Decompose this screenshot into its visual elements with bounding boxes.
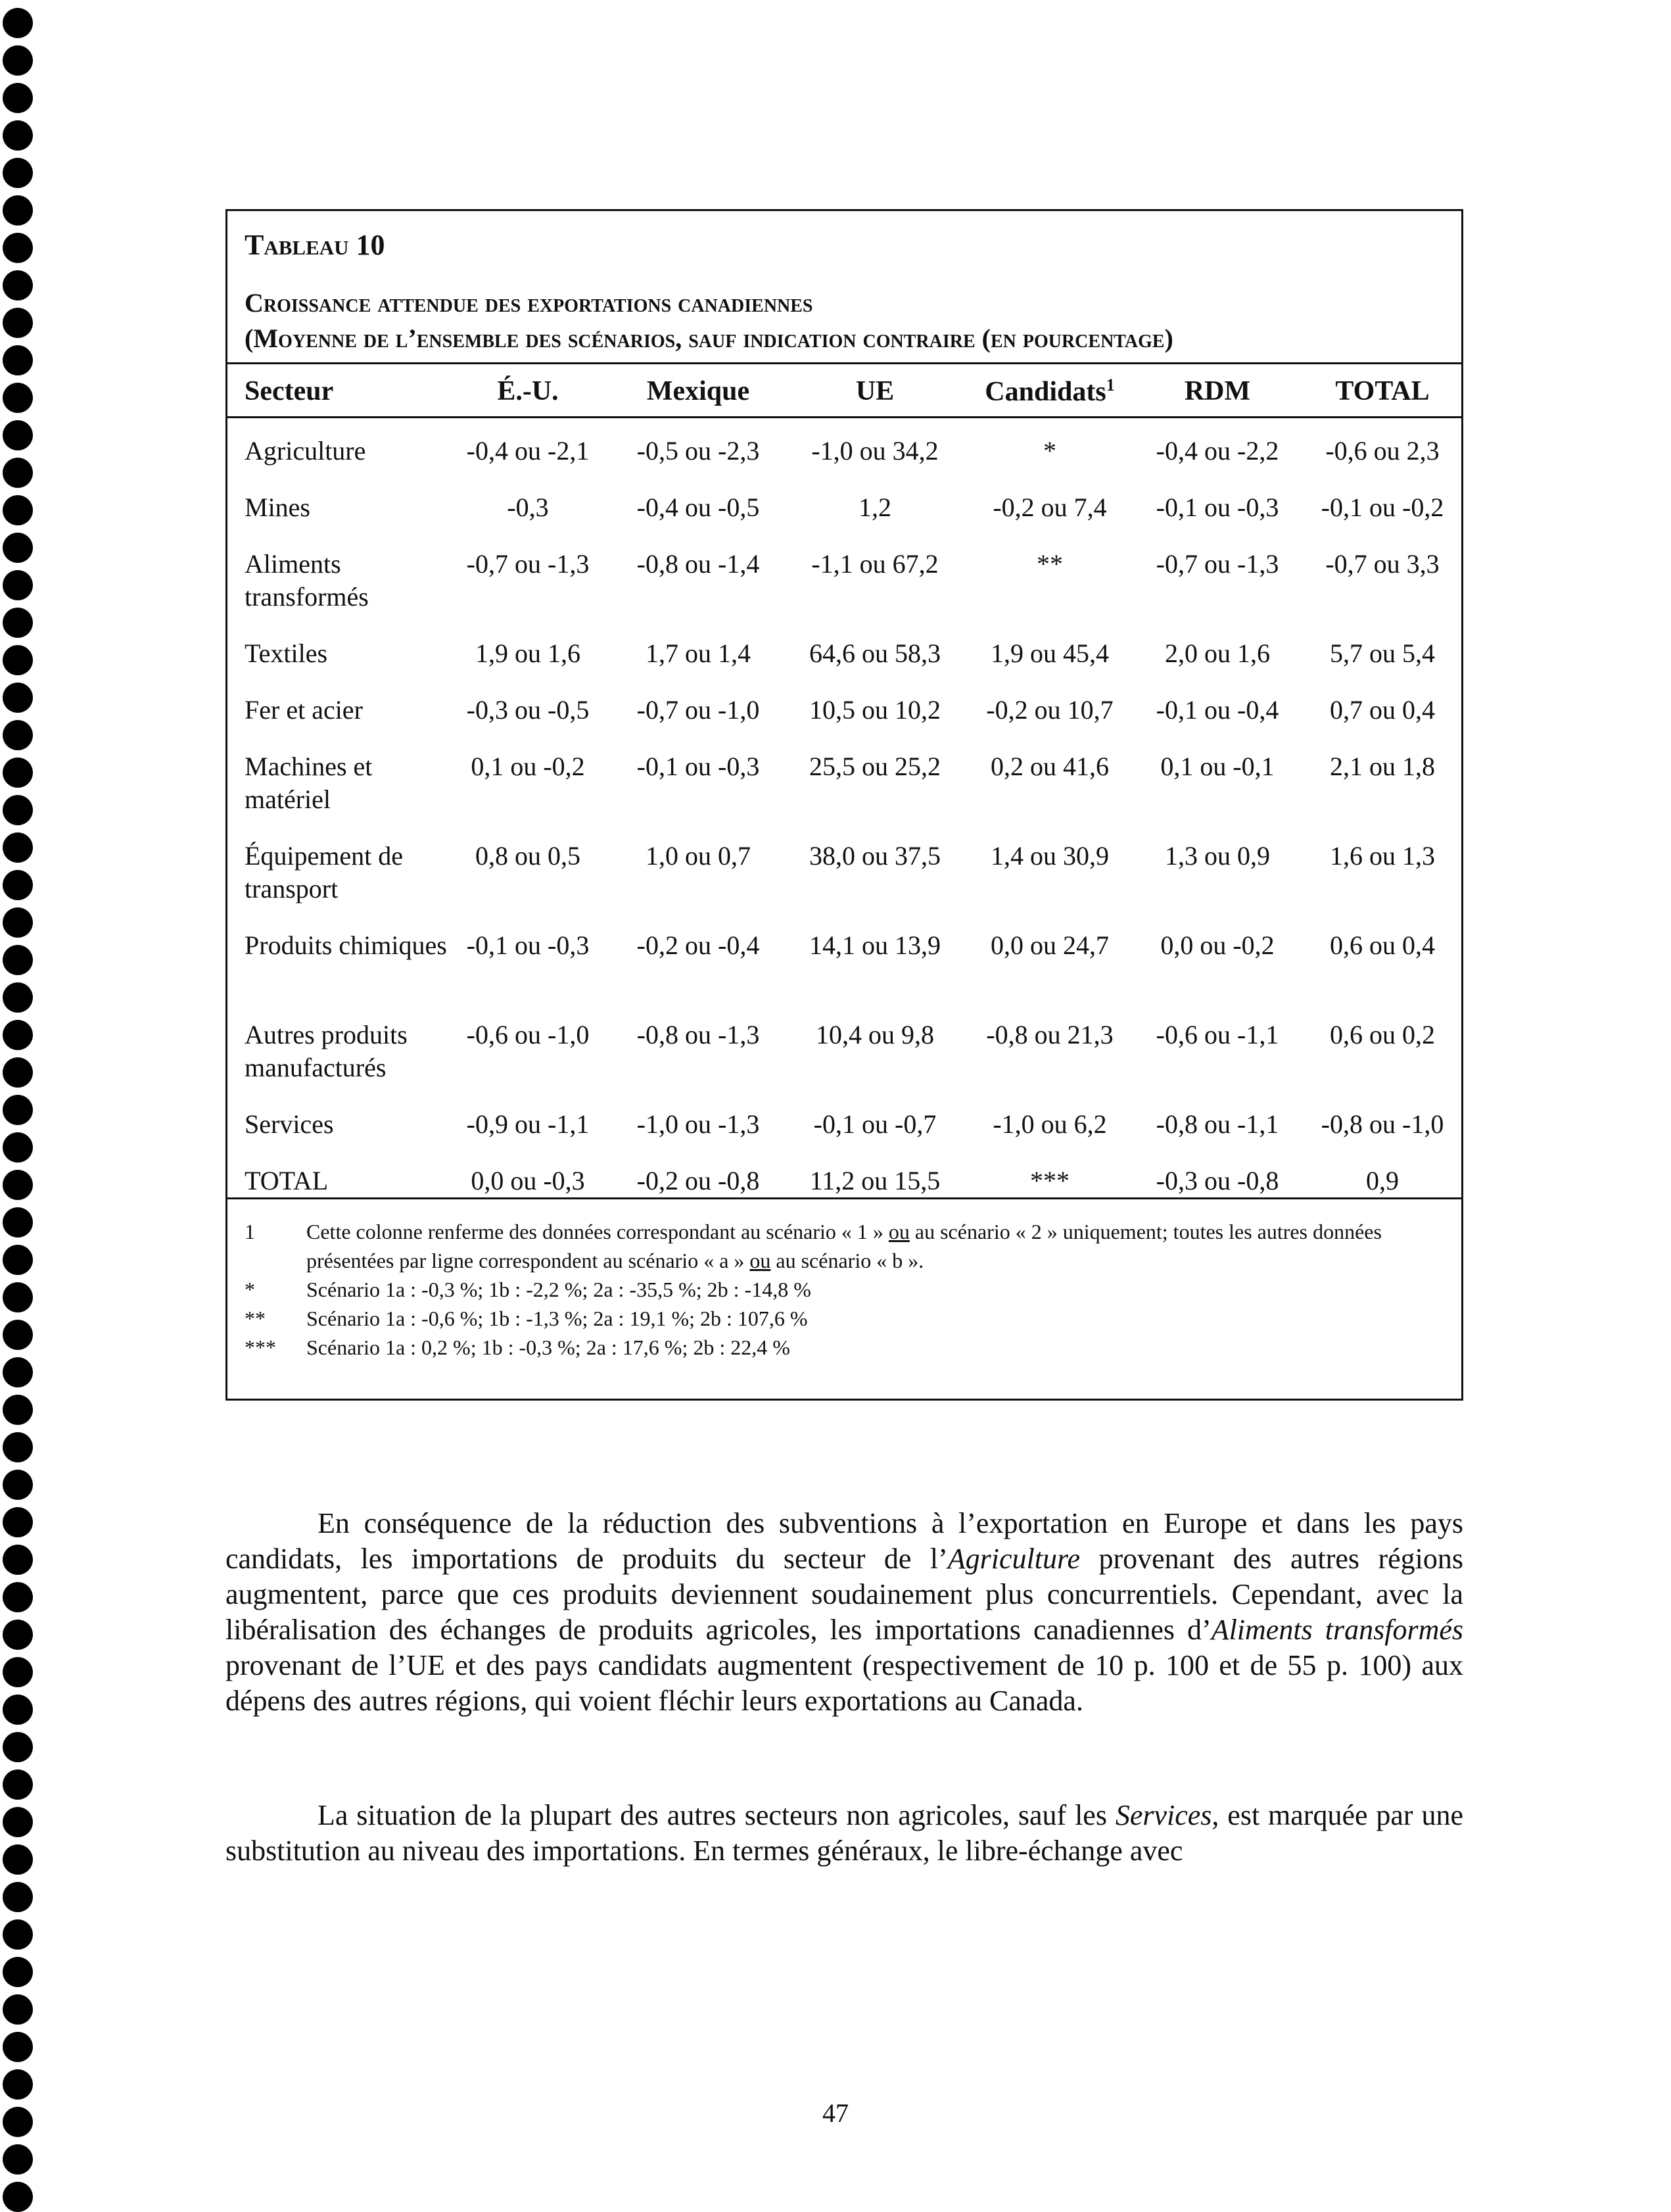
table-rule-header (227, 416, 1461, 418)
binder-hole (3, 1095, 33, 1125)
table-cell: 64,6 ou 58,3 (809, 638, 941, 668)
table-cell: -0,1 ou -0,4 (1156, 695, 1279, 725)
binder-hole (3, 495, 33, 525)
table-cell: -0,7 ou 3,3 (1325, 549, 1440, 579)
binder-hole (3, 1357, 33, 1387)
table-cell: * (1043, 436, 1056, 466)
p1-text-b: provenant des autres régions augmentent, parce que ces produits deviennent soudainement plus concurrentiels. Cependant, avec la libéralisation des échanges de produits agricoles, les importations canadiennes d’ (225, 1543, 1463, 1646)
table-cell: -0,4 ou -2,2 (1156, 436, 1279, 466)
candidats-footnote-ref: 1 (1106, 375, 1115, 395)
binder-hole (3, 1395, 33, 1425)
binder-hole (3, 2032, 33, 2062)
binder-holes (3, 0, 42, 2195)
binder-hole (3, 420, 33, 450)
p1-em-agriculture: Agriculture (947, 1543, 1081, 1575)
table-cell: 0,0 ou 24,7 (991, 930, 1109, 960)
binder-hole (3, 1919, 33, 1950)
binder-hole (3, 158, 33, 188)
note-2-text: Scénario 1a : -0,3 %; 1b : -2,2 %; 2a : -35,5 %; 2b : -14,8 % (306, 1278, 811, 1301)
binder-hole (3, 608, 33, 638)
p2-text-b: , est marquée par une substitution au niveau des importations. En termes généraux, le libre-échange avec (225, 1799, 1463, 1867)
binder-hole (3, 1882, 33, 1912)
binder-hole (3, 570, 33, 600)
row-sector: Produits chimiques (245, 930, 447, 960)
table-cell: -1,0 ou -1,3 (636, 1109, 760, 1139)
table-cell: 11,2 ou 15,5 (809, 1166, 941, 1195)
table-cell: 1,6 ou 1,3 (1330, 841, 1435, 871)
binder-hole (3, 1994, 33, 2025)
col-header-secteur: Secteur (245, 376, 334, 406)
note-1-ou-1: ou (888, 1220, 910, 1243)
table-cell: -0,6 ou -1,0 (466, 1020, 590, 1049)
table-cell: -0,7 ou -1,3 (466, 549, 590, 579)
col-header-rdm: RDM (1184, 376, 1251, 406)
p1-em-aliments: Aliments transformés (1211, 1614, 1463, 1646)
binder-hole (3, 795, 33, 825)
p1-text-a: En conséquence de la réduction des subventions à l’exportation en Europe et dans les pays candidats, les importations de produits du secteur de l’ (225, 1507, 1463, 1575)
table-cell: 0,9 (1366, 1166, 1399, 1195)
table-cell: 0,1 ou -0,2 (471, 752, 585, 781)
binder-hole (3, 533, 33, 563)
table-rule-top (227, 362, 1461, 364)
table-cell: -0,8 ou 21,3 (986, 1020, 1114, 1049)
note-4 (245, 1333, 1447, 1362)
row-sector: Aliments transformés (245, 549, 369, 612)
table-cell: -0,1 ou -0,7 (813, 1109, 937, 1139)
table-cell: -0,2 ou -0,8 (636, 1166, 760, 1195)
table-notes (245, 1217, 1447, 1362)
table-cell: 0,6 ou 0,2 (1330, 1020, 1435, 1049)
page-number: 47 (822, 2098, 849, 2128)
binder-hole (3, 2182, 33, 2212)
table-cell: 38,0 ou 37,5 (809, 841, 941, 871)
table-cell: -0,8 ou -1,1 (1156, 1109, 1279, 1139)
note-2-marker: * (245, 1278, 255, 1301)
row-sector: Fer et acier (245, 695, 363, 725)
table-caption-line2: (Moyenne de l’ensemble des scénarios, sauf indication contraire (en pourcentage) (245, 324, 1173, 353)
binder-hole (3, 683, 33, 713)
table-cell: 10,5 ou 10,2 (809, 695, 941, 725)
table-cell: -0,6 ou 2,3 (1325, 436, 1440, 466)
table-cell: 0,0 ou -0,3 (471, 1166, 585, 1195)
binder-hole (3, 233, 33, 263)
body-paragraph-1 (225, 1506, 1463, 1719)
binder-hole (3, 2069, 33, 2100)
binder-hole (3, 458, 33, 488)
note-1-text-a: Cette colonne renferme des données correspondant au scénario « 1 » (306, 1220, 889, 1243)
table-cell: -0,1 ou -0,3 (466, 930, 590, 960)
note-3 (245, 1304, 1447, 1333)
col-header-mexique: Mexique (646, 376, 750, 406)
table-cell: -0,1 ou -0,3 (636, 752, 760, 781)
note-1 (245, 1217, 1447, 1275)
binder-hole (3, 1582, 33, 1612)
table-cell: 10,4 ou 9,8 (816, 1020, 934, 1049)
binder-hole (3, 1695, 33, 1725)
table-cell: -0,8 ou -1,3 (636, 1020, 760, 1049)
binder-hole (3, 757, 33, 788)
table-cell: -0,3 ou -0,5 (466, 695, 590, 725)
binder-hole (3, 1957, 33, 1987)
note-2 (245, 1275, 1447, 1304)
note-4-text: Scénario 1a : 0,2 %; 1b : -0,3 %; 2a : 17,6 %; 2b : 22,4 % (306, 1335, 790, 1359)
binder-hole (3, 83, 33, 113)
table-cell: 14,1 ou 13,9 (809, 930, 941, 960)
table-cell: 1,7 ou 1,4 (646, 638, 751, 668)
table-10 (225, 209, 1463, 1401)
table-cell: *** (1030, 1166, 1070, 1195)
row-sector: Services (245, 1109, 334, 1139)
binder-hole (3, 1507, 33, 1537)
binder-hole (3, 1545, 33, 1575)
table-cell: 0,2 ou 41,6 (991, 752, 1109, 781)
table-cell: -0,3 ou -0,8 (1156, 1166, 1279, 1195)
table-cell: 1,9 ou 45,4 (991, 638, 1109, 668)
binder-hole (3, 907, 33, 938)
body-paragraph-2 (225, 1798, 1463, 1869)
table-cell: 1,0 ou 0,7 (646, 841, 751, 871)
binder-hole (3, 832, 33, 863)
binder-hole (3, 120, 33, 151)
table-cell: -0,4 ou -0,5 (636, 493, 760, 522)
binder-hole (3, 1057, 33, 1088)
table-cell: 0,1 ou -0,1 (1160, 752, 1275, 781)
binder-hole (3, 1732, 33, 1762)
table-cell: -0,7 ou -1,0 (636, 695, 760, 725)
binder-hole (3, 1844, 33, 1875)
row-sector: Autres produits manufacturés (245, 1020, 408, 1082)
binder-hole (3, 345, 33, 375)
table-cell: -0,4 ou -2,1 (466, 436, 590, 466)
p2-text-a: La situation de la plupart des autres secteurs non agricoles, sauf les (318, 1799, 1116, 1831)
table-cell: -0,2 ou -0,4 (636, 930, 760, 960)
binder-hole (3, 1432, 33, 1462)
table-caption-line1: Croissance attendue des exportations canadiennes (245, 288, 813, 318)
table-cell: -0,6 ou -1,1 (1156, 1020, 1279, 1049)
binder-hole (3, 870, 33, 900)
binder-hole (3, 45, 33, 76)
binder-hole (3, 1020, 33, 1050)
table-cell: -0,1 ou -0,2 (1321, 493, 1444, 522)
binder-hole (3, 1320, 33, 1350)
binder-hole (3, 1470, 33, 1500)
table-cell: 25,5 ou 25,2 (809, 752, 941, 781)
table-cell: -0,2 ou 7,4 (993, 493, 1107, 522)
table-cell: -1,0 ou 34,2 (811, 436, 939, 466)
table-cell: -1,0 ou 6,2 (993, 1109, 1107, 1139)
binder-hole (3, 1769, 33, 1800)
note-3-text: Scénario 1a : -0,6 %; 1b : -1,3 %; 2a : 19,1 %; 2b : 107,6 % (306, 1307, 808, 1330)
table-cell: -0,5 ou -2,3 (636, 436, 760, 466)
row-sector: Agriculture (245, 436, 366, 466)
row-sector: Mines (245, 493, 310, 522)
col-header-ue: UE (855, 376, 895, 406)
table-cell: 2,0 ou 1,6 (1165, 638, 1270, 668)
note-4-marker: *** (245, 1335, 276, 1359)
note-3-marker: ** (245, 1307, 266, 1330)
binder-hole (3, 982, 33, 1013)
col-header-candidats: Candidats$^1$ (985, 375, 1115, 407)
binder-hole (3, 270, 33, 301)
table-cell: -0,3 (507, 493, 549, 522)
table-cell: 1,9 ou 1,6 (475, 638, 580, 668)
table-cell: ** (1037, 549, 1063, 579)
table-cell: 1,4 ou 30,9 (991, 841, 1109, 871)
table-cell: -0,9 ou -1,1 (466, 1109, 590, 1139)
table-rule-notes (227, 1197, 1461, 1199)
table-cell: 0,7 ou 0,4 (1330, 695, 1435, 725)
binder-hole (3, 195, 33, 226)
binder-hole (3, 1245, 33, 1275)
table-cell: -0,8 ou -1,0 (1321, 1109, 1444, 1139)
binder-hole (3, 8, 33, 38)
table-cell: 1,3 ou 0,9 (1165, 841, 1270, 871)
binder-hole (3, 1132, 33, 1163)
note-1-ou-2: ou (749, 1249, 771, 1272)
note-1-text-b: au scénario « 2 » uniquement; toutes les autres données présentées par ligne correspondent au scénario « a » (306, 1220, 1382, 1272)
binder-hole (3, 1807, 33, 1837)
table-cell: 2,1 ou 1,8 (1330, 752, 1435, 781)
binder-hole (3, 1282, 33, 1312)
binder-hole (3, 720, 33, 750)
table-cell: -0,7 ou -1,3 (1156, 549, 1279, 579)
table-cell: 5,7 ou 5,4 (1330, 638, 1435, 668)
table-cell: -0,8 ou -1,4 (636, 549, 760, 579)
row-sector: Machines et matériel (245, 752, 373, 814)
table-cell: 0,6 ou 0,4 (1330, 930, 1435, 960)
row-sector: Équipement de transport (245, 841, 404, 903)
note-1-text-c: au scénario « b ». (770, 1249, 924, 1272)
col-header-eu: É.-U. (497, 376, 559, 406)
binder-hole (3, 645, 33, 675)
table-cell: -0,2 ou 10,7 (986, 695, 1114, 725)
table-cell: 1,2 (859, 493, 891, 522)
binder-hole (3, 945, 33, 975)
p2-em-services: Services (1115, 1799, 1212, 1831)
table-cell: 0,8 ou 0,5 (475, 841, 580, 871)
table-cell: -0,1 ou -0,3 (1156, 493, 1279, 522)
binder-hole (3, 1620, 33, 1650)
binder-hole (3, 383, 33, 413)
row-sector: Textiles (245, 638, 328, 668)
note-1-marker: 1 (245, 1220, 255, 1243)
binder-hole (3, 308, 33, 338)
binder-hole (3, 1207, 33, 1238)
binder-hole (3, 1657, 33, 1687)
row-sector: TOTAL (245, 1166, 329, 1195)
col-header-total: TOTAL (1335, 376, 1430, 406)
binder-hole (3, 2144, 33, 2175)
table-cell: -1,1 ou 67,2 (811, 549, 939, 579)
binder-hole (3, 1170, 33, 1200)
p1-text-c: provenant de l’UE et des pays candidats augmentent (respectivement de 10 p. 100 et de 55 p. 100) aux dépens des autres régions, qui voient fléchir leurs exportations au Canada. (225, 1649, 1463, 1717)
table-cell: 0,0 ou -0,2 (1160, 930, 1275, 960)
table-label: Tableau 10 (245, 229, 385, 261)
